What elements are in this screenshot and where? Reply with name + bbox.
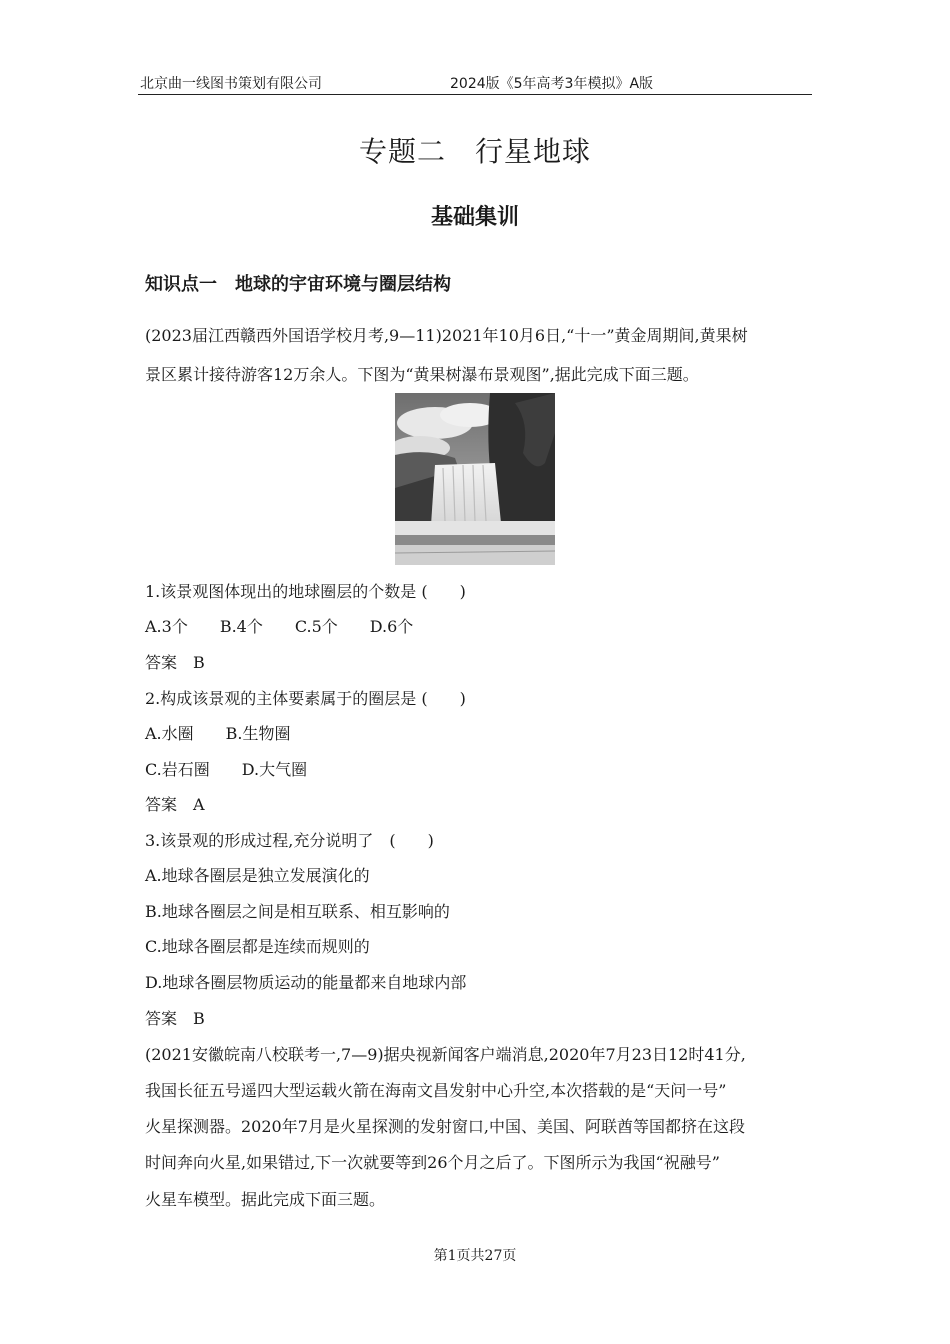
- question-2-options: A.水圈 B.生物圈: [145, 724, 291, 743]
- knowledge-point-heading: 知识点一 地球的宇宙环境与圈层结构: [145, 274, 451, 295]
- question-3-option: D.地球各圈层物质运动的能量都来自地球内部: [145, 973, 467, 992]
- intro2-line: (2021安徽皖南八校联考一,7—9)据央视新闻客户端消息,2020年7月23日12时41分,: [145, 1045, 746, 1064]
- question-3-option: A.地球各圈层是独立发展演化的: [145, 866, 370, 885]
- question-2-stem: 2.构成该景观的主体要素属于的圈层是 ( ): [145, 689, 466, 708]
- question-3-stem: 3.该景观的形成过程,充分说明了 ( ): [145, 831, 434, 850]
- page-number: 第1页共27页: [433, 1248, 517, 1264]
- question-1-answer: 答案 B: [145, 653, 205, 672]
- intro2-line: 火星探测器。2020年7月是火星探测的发射窗口,中国、美国、阿联酋等国都挤在这段: [145, 1117, 745, 1136]
- question-1-options: A.3个 B.4个 C.5个 D.6个: [145, 617, 414, 636]
- waterfall-photo: [395, 393, 555, 565]
- intro2-line: 火星车模型。据此完成下面三题。: [145, 1190, 386, 1209]
- intro2-line: 我国长征五号遥四大型运载火箭在海南文昌发射中心升空,本次搭载的是“天问一号”: [145, 1081, 727, 1100]
- intro2-line: 时间奔向火星,如果错过,下一次就要等到26个月之后了。下图所示为我国“祝融号”: [145, 1153, 720, 1172]
- intro1-line: 景区累计接待游客12万余人。下图为“黄果树瀑布景观图”,据此完成下面三题。: [145, 365, 699, 384]
- intro1-line: (2023届江西赣西外国语学校月考,9—11)2021年10月6日,“十一”黄金周期间,黄果树: [145, 326, 748, 345]
- question-2-answer: 答案 A: [145, 795, 205, 814]
- chapter-title: 专题二 行星地球: [358, 135, 591, 168]
- question-1-stem: 1.该景观图体现出的地球圈层的个数是 ( ): [145, 582, 466, 601]
- section-subtitle: 基础集训: [430, 205, 519, 230]
- question-3-option: B.地球各圈层之间是相互联系、相互影响的: [145, 902, 450, 921]
- page-header: [138, 72, 812, 95]
- book-title: 2024版《5年高考3年模拟》A版: [450, 76, 654, 92]
- question-3-answer: 答案 B: [145, 1009, 205, 1028]
- question-2-options: C.岩石圈 D.大气圈: [145, 760, 308, 779]
- publisher-name: 北京曲一线图书策划有限公司: [140, 76, 322, 92]
- question-3-option: C.地球各圈层都是连续而规则的: [145, 937, 370, 956]
